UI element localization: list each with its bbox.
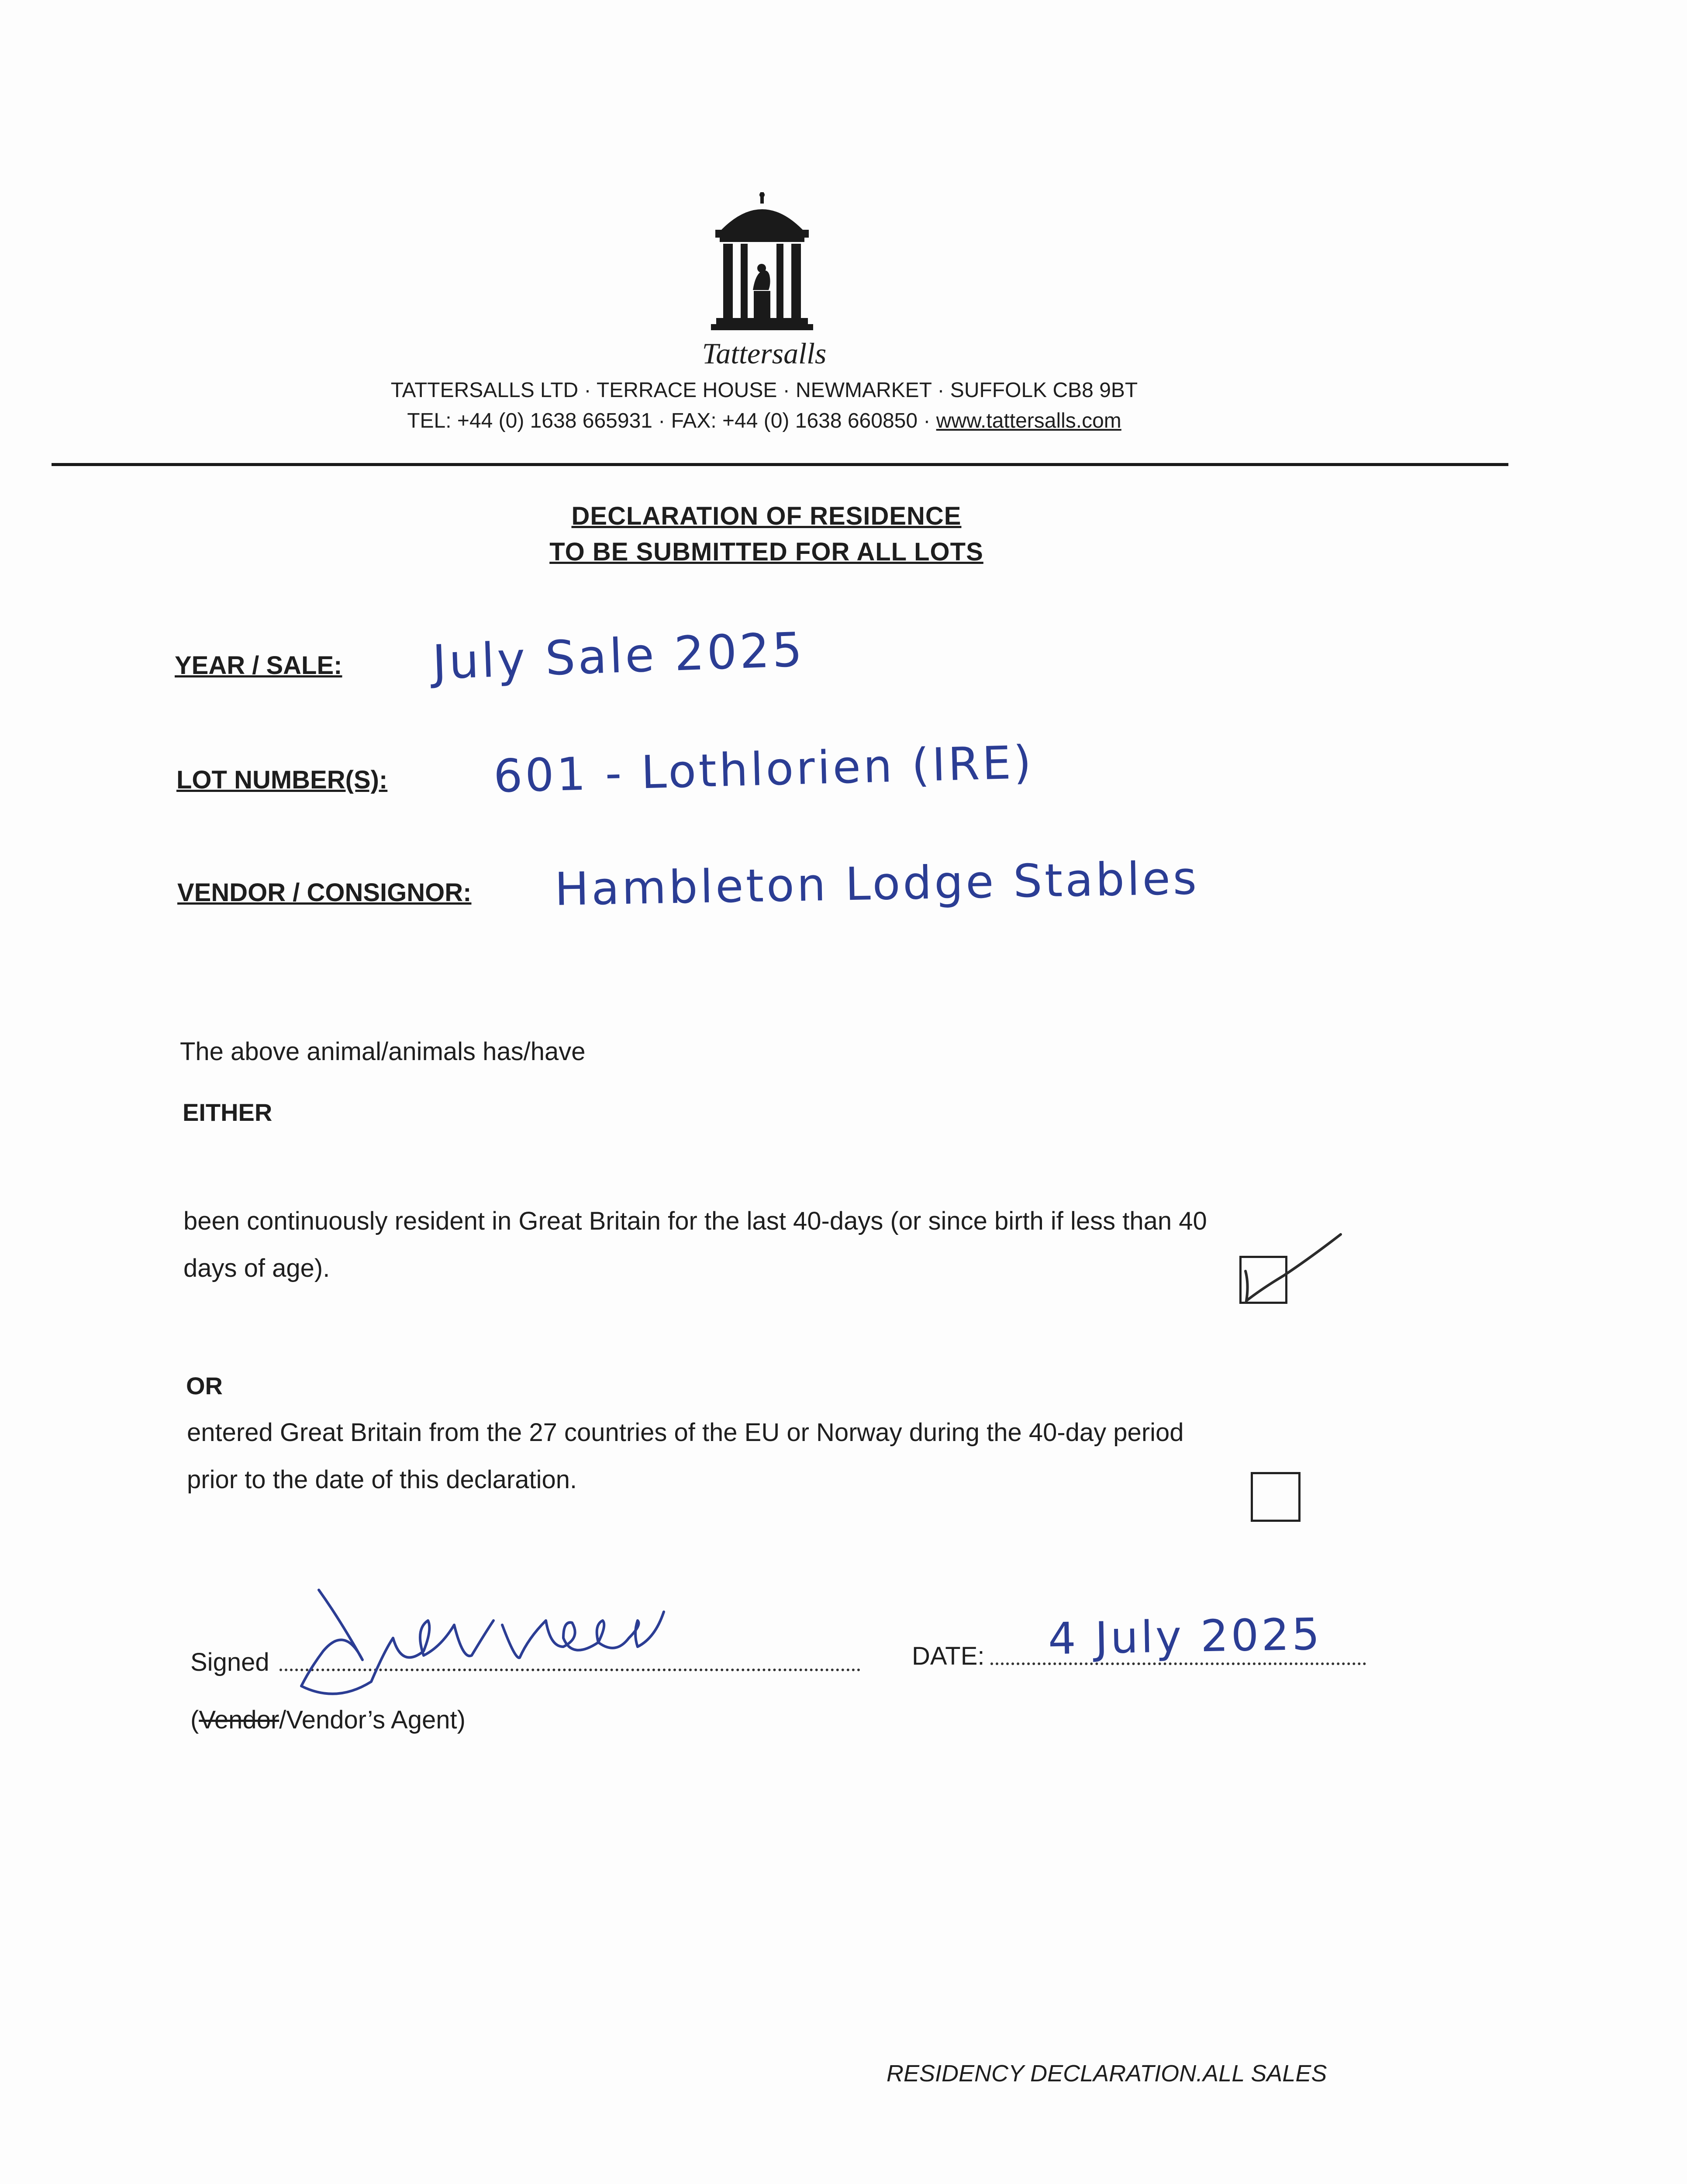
year-sale-value[interactable]: July Sale 2025	[431, 622, 806, 690]
role-vendor-struck: Vendor	[199, 1706, 279, 1734]
or-label: OR	[186, 1372, 223, 1400]
checkmark-icon	[1236, 1227, 1349, 1315]
document-subtitle: TO BE SUBMITTED FOR ALL LOTS	[549, 538, 983, 566]
signature-scribble[interactable]	[284, 1572, 712, 1704]
website-link[interactable]: www.tattersalls.com	[936, 409, 1121, 432]
header-divider	[52, 463, 1508, 466]
brand-name: Tattersalls	[702, 337, 827, 370]
tattersalls-logo-icon	[707, 192, 817, 341]
date-value[interactable]: 4 July 2025	[1048, 1608, 1323, 1665]
intro-text: The above animal/animals has/have	[180, 1037, 586, 1066]
lot-numbers-value[interactable]: 601 - Lothlorien (IRE)	[493, 735, 1035, 803]
option-resident-text-cont: days of age).	[183, 1254, 330, 1282]
company-contact	[262, 409, 1266, 433]
option-entered-text-cont: prior to the date of this declaration.	[187, 1465, 577, 1494]
year-sale-label: YEAR / SALE:	[175, 651, 342, 680]
document-title: DECLARATION OF RESIDENCE	[571, 502, 962, 530]
form-footer: RESIDENCY DECLARATION.ALL SALES	[887, 2060, 1327, 2087]
option-entered-checkbox[interactable]	[1251, 1472, 1301, 1522]
option-entered-text: entered Great Britain from the 27 countries of the EU or Norway during the 40-day period	[187, 1418, 1184, 1447]
either-label: EITHER	[183, 1099, 273, 1126]
vendor-consignor-value[interactable]: Hambleton Lodge Stables	[554, 851, 1200, 916]
role-open-paren: (	[190, 1706, 199, 1734]
date-line	[990, 1662, 1366, 1665]
date-label: DATE:	[912, 1642, 985, 1670]
vendor-consignor-label: VENDOR / CONSIGNOR:	[177, 878, 472, 907]
company-address: TATTERSALLS LTD · TERRACE HOUSE · NEWMARKET · SUFFOLK CB8 9BT	[390, 379, 1138, 402]
contact-numbers: TEL: +44 (0) 1638 665931 · FAX: +44 (0) 1638 660850 ·	[407, 409, 936, 432]
lot-numbers-label: LOT NUMBER(S):	[176, 766, 388, 794]
role-vendor-agent: /Vendor’s Agent)	[279, 1706, 466, 1734]
signatory-role	[190, 1705, 466, 1735]
signed-label: Signed	[190, 1648, 269, 1676]
option-resident-text: been continuously resident in Great Britain for the last 40-days (or since birth if less than 40	[183, 1207, 1207, 1235]
